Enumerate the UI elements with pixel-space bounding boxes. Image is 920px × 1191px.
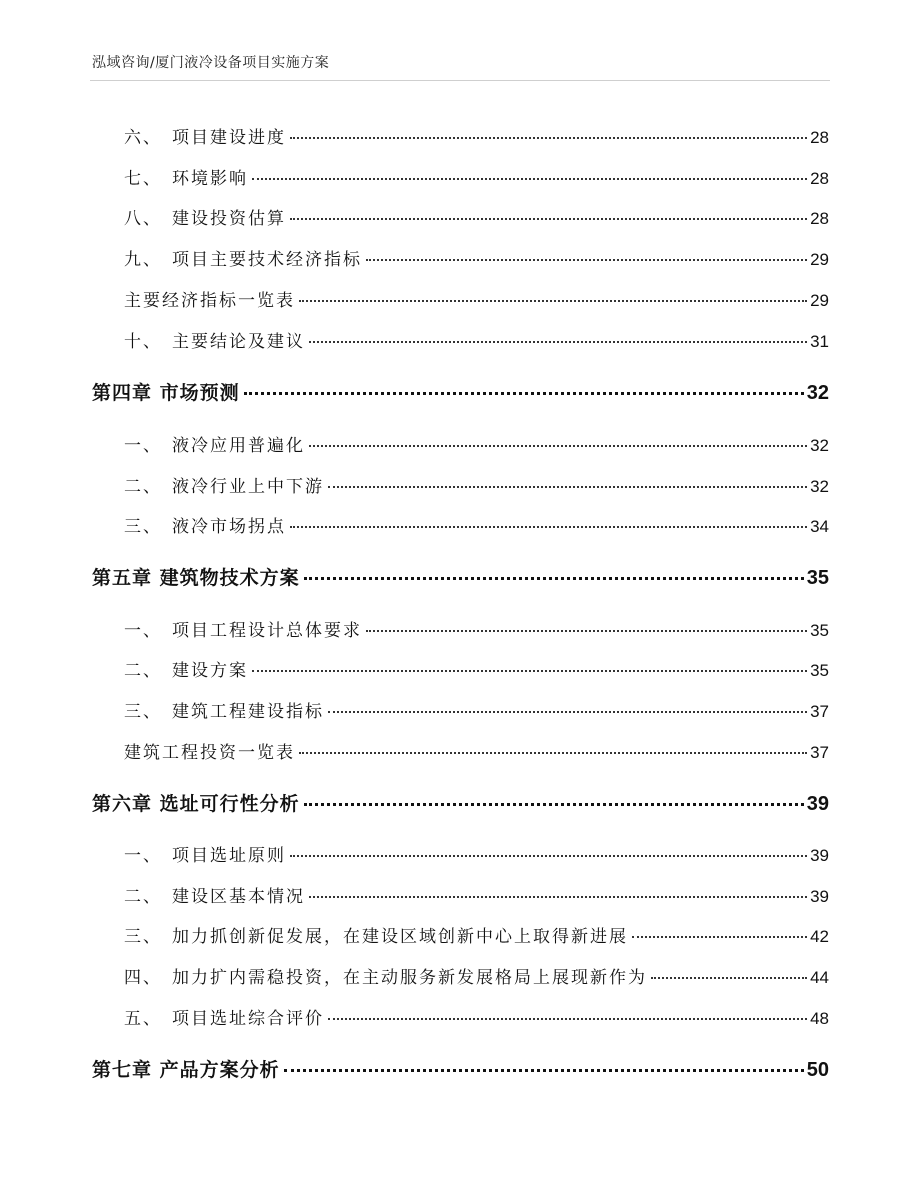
toc-leader-dots (290, 137, 807, 139)
toc-entry[interactable] (124, 841, 829, 867)
toc-entry[interactable] (124, 656, 829, 682)
toc-entry-title: 液冷行业上中下游 (172, 477, 324, 497)
toc-entry-page: 29 (810, 250, 829, 269)
toc-entry-page: 37 (810, 743, 829, 762)
toc-leader-dots (290, 218, 807, 220)
toc-leader-dots (632, 936, 807, 938)
toc-entry-title: 项目工程设计总体要求 (172, 621, 362, 641)
toc-entry[interactable] (124, 963, 829, 989)
toc-entry-title: 建筑工程投资一览表 (124, 743, 295, 763)
toc-entry-title: 主要结论及建议 (172, 332, 305, 352)
toc-chapter[interactable] (92, 1055, 829, 1081)
toc-entry[interactable] (124, 164, 829, 190)
toc-entry-title: 加力抓创新促发展，在建设区域创新中心上取得新进展 (172, 927, 628, 947)
toc-leader-dots (309, 896, 807, 898)
toc-entry-number: 三、 (124, 702, 162, 722)
toc-entry-page: 44 (810, 968, 829, 987)
toc-entry-title: 环境影响 (172, 169, 248, 189)
toc-entry-number: 九、 (124, 250, 162, 270)
toc-entry-page: 28 (810, 128, 829, 147)
toc-entry[interactable] (124, 1004, 829, 1030)
toc-entry-number: 二、 (124, 661, 162, 681)
toc-leader-dots (366, 630, 807, 632)
toc-entry-page: 35 (810, 661, 829, 680)
toc-leader-dots (309, 341, 807, 343)
toc-entry-number: 二、 (124, 477, 162, 497)
toc-entry-number: 一、 (124, 436, 162, 456)
toc-entry-title: 项目建设进度 (172, 128, 286, 148)
toc-entry[interactable] (124, 327, 829, 353)
toc-leader-dots (366, 259, 807, 261)
toc-leader-dots (284, 1069, 804, 1072)
toc-entry[interactable] (124, 245, 829, 271)
toc-entry-title: 主要经济指标一览表 (124, 291, 295, 311)
toc-entry-page: 48 (810, 1009, 829, 1028)
toc-entry[interactable] (124, 286, 829, 312)
toc-entry[interactable] (124, 431, 829, 457)
toc-entry[interactable] (124, 882, 829, 908)
toc-leader-dots (328, 1018, 807, 1020)
toc-entry-title: 加力扩内需稳投资，在主动服务新发展格局上展现新作为 (172, 968, 647, 988)
toc-entry[interactable] (124, 472, 829, 498)
toc-entry[interactable] (124, 922, 829, 948)
toc-entry-page: 39 (810, 846, 829, 865)
toc-leader-dots (244, 392, 804, 395)
toc-entry-number: 二、 (124, 887, 162, 907)
toc-entry-page: 32 (810, 477, 829, 496)
toc-leader-dots (304, 577, 804, 580)
toc-leader-dots (309, 445, 807, 447)
toc-entry[interactable] (124, 616, 829, 642)
toc-entry-page: 39 (810, 887, 829, 906)
toc-entry-number: 三、 (124, 927, 162, 947)
toc-entry-number: 四、 (124, 968, 162, 988)
toc-entry-title: 建筑工程建设指标 (172, 702, 324, 722)
toc-leader-dots (252, 670, 807, 672)
toc-chapter-page: 35 (806, 567, 829, 589)
toc-chapter-title: 第六章 选址可行性分析 (92, 793, 300, 815)
toc-entry-title: 建设区基本情况 (172, 887, 305, 907)
toc-entry-page: 37 (810, 702, 829, 721)
toc-entry-title: 项目主要技术经济指标 (172, 250, 362, 270)
toc-entry-title: 建设投资估算 (172, 209, 286, 229)
toc-leader-dots (651, 977, 807, 979)
toc-entry[interactable] (124, 512, 829, 538)
toc-leader-dots (290, 855, 807, 857)
toc-entry-page: 28 (810, 169, 829, 188)
toc-entry[interactable] (124, 697, 829, 723)
toc-entry-number: 八、 (124, 209, 162, 229)
toc-entry-title: 液冷市场拐点 (172, 517, 286, 537)
toc-chapter-page: 32 (806, 382, 829, 404)
toc-entry-title: 项目选址综合评价 (172, 1009, 324, 1029)
toc-leader-dots (328, 486, 807, 488)
toc-chapter-title: 第四章 市场预测 (92, 382, 240, 404)
header-rule (90, 80, 830, 81)
toc-chapter[interactable] (92, 378, 829, 404)
toc-entry-page: 29 (810, 291, 829, 310)
toc-entry-page: 42 (810, 927, 829, 946)
toc-leader-dots (328, 711, 807, 713)
toc-leader-dots (304, 803, 804, 806)
toc-entry[interactable] (124, 123, 829, 149)
toc-entry[interactable] (124, 738, 829, 764)
toc-entry-number: 一、 (124, 846, 162, 866)
toc-chapter-title: 第五章 建筑物技术方案 (92, 567, 300, 589)
toc-leader-dots (290, 526, 807, 528)
toc-entry-page: 34 (810, 517, 829, 536)
toc-entry[interactable] (124, 204, 829, 230)
toc-chapter[interactable] (92, 563, 829, 589)
toc-leader-dots (299, 752, 807, 754)
toc-leader-dots (252, 178, 807, 180)
toc-entry-title: 建设方案 (172, 661, 248, 681)
toc-entry-number: 五、 (124, 1009, 162, 1029)
toc-entry-number: 三、 (124, 517, 162, 537)
toc-entry-page: 35 (810, 621, 829, 640)
toc-leader-dots (299, 300, 807, 302)
toc-entry-page: 32 (810, 436, 829, 455)
toc-entry-number: 七、 (124, 169, 162, 189)
toc-chapter-page: 39 (806, 793, 829, 815)
toc-entry-number: 六、 (124, 128, 162, 148)
page-header: 泓域咨询/厦门液冷设备项目实施方案 (92, 55, 330, 71)
toc-entry-title: 项目选址原则 (172, 846, 286, 866)
toc-entry-number: 一、 (124, 621, 162, 641)
toc-chapter[interactable] (92, 789, 829, 815)
toc-entry-title: 液冷应用普遍化 (172, 436, 305, 456)
toc-entry-page: 28 (810, 209, 829, 228)
toc-entry-number: 十、 (124, 332, 162, 352)
toc-chapter-title: 第七章 产品方案分析 (92, 1059, 280, 1081)
toc-chapter-page: 50 (806, 1059, 829, 1081)
toc-entry-page: 31 (810, 332, 829, 351)
